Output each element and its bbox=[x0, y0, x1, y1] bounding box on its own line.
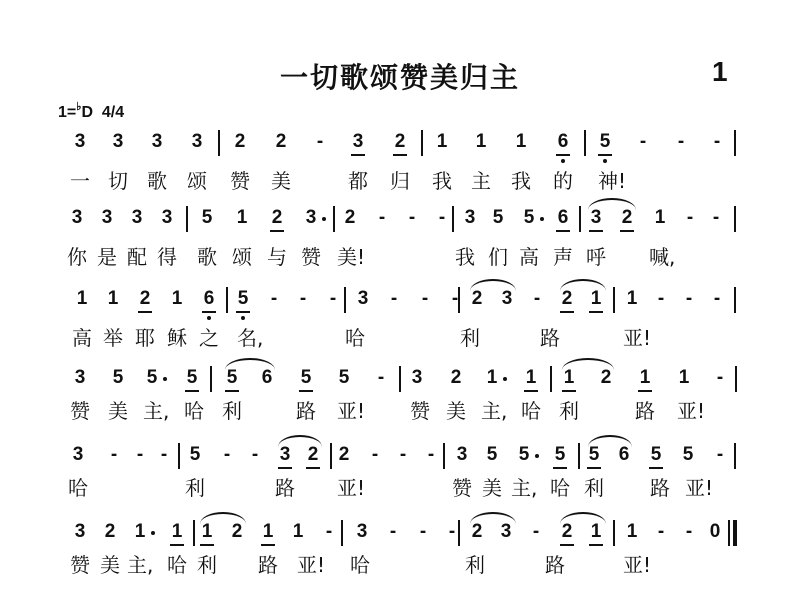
lyric: 高 bbox=[519, 245, 539, 269]
system-6 bbox=[0, 522, 800, 592]
barline bbox=[458, 520, 460, 546]
lyric: 哈 bbox=[350, 553, 370, 577]
note: 1 bbox=[107, 288, 119, 309]
note: - bbox=[686, 207, 694, 228]
barline bbox=[193, 520, 195, 546]
lyric: 切 bbox=[108, 169, 128, 193]
lyric: 哈 bbox=[521, 399, 541, 423]
lyric: 高 bbox=[72, 326, 92, 350]
note: 5 bbox=[521, 208, 537, 228]
lyric: 哈 bbox=[68, 476, 88, 500]
note: 3 bbox=[356, 521, 368, 542]
lyric: 亚! bbox=[623, 326, 652, 350]
note: 5 bbox=[338, 367, 350, 388]
lyric: 呼 bbox=[586, 245, 606, 269]
note: 5 bbox=[184, 368, 200, 388]
barline bbox=[344, 287, 346, 313]
note: 1 bbox=[654, 207, 666, 228]
lyric: 神! bbox=[598, 169, 627, 193]
barline bbox=[452, 206, 454, 232]
note: 5 bbox=[112, 367, 124, 388]
note: - bbox=[316, 131, 324, 152]
note: - bbox=[299, 288, 307, 309]
lyric: 美 bbox=[446, 399, 466, 423]
note: 3 bbox=[350, 132, 366, 152]
lyric: 歌 bbox=[147, 169, 167, 193]
lyric: 亚! bbox=[623, 553, 652, 577]
note: 2 bbox=[619, 208, 635, 228]
barline bbox=[734, 443, 736, 469]
lyric: 路 bbox=[635, 399, 655, 423]
lyric: 哈 bbox=[167, 553, 187, 577]
lyric: 美 bbox=[108, 399, 128, 423]
lyric: 归 bbox=[390, 169, 410, 193]
note: - bbox=[136, 444, 144, 465]
lyric: 你 bbox=[67, 245, 87, 269]
note: 2 bbox=[450, 367, 462, 388]
note: - bbox=[110, 444, 118, 465]
lyric: 美 bbox=[482, 476, 502, 500]
note: - bbox=[377, 367, 385, 388]
lyric: 与 bbox=[267, 245, 287, 269]
note: 2 bbox=[137, 289, 153, 309]
lyric: 利 bbox=[222, 399, 242, 423]
note: 2 bbox=[344, 207, 356, 228]
note: - bbox=[677, 131, 685, 152]
barline bbox=[399, 366, 401, 392]
note: 2 bbox=[104, 521, 116, 542]
note: 2 bbox=[305, 445, 321, 465]
lyric: 赞 bbox=[452, 476, 472, 500]
note: 2 bbox=[269, 208, 285, 228]
lyric: 歌 bbox=[197, 245, 217, 269]
lyric: 主, bbox=[143, 399, 170, 423]
flat-sign: ♭ bbox=[76, 101, 82, 113]
note: 1 bbox=[475, 131, 487, 152]
lyric: 美 bbox=[100, 553, 120, 577]
note: - bbox=[371, 444, 379, 465]
note: 3 bbox=[74, 131, 86, 152]
note: 2 bbox=[471, 521, 483, 542]
time-signature: 4/4 bbox=[101, 104, 125, 121]
lyric: 颂 bbox=[232, 245, 252, 269]
note: 1 bbox=[626, 288, 638, 309]
barline bbox=[458, 287, 460, 313]
lyric: 我 bbox=[432, 169, 452, 193]
note: 1 bbox=[626, 521, 638, 542]
note: - bbox=[389, 521, 397, 542]
note: 5 bbox=[492, 207, 504, 228]
system-2 bbox=[0, 208, 800, 278]
note: 6 bbox=[555, 208, 571, 228]
note: 3 bbox=[588, 208, 604, 228]
lyric: 利 bbox=[559, 399, 579, 423]
note: 5 bbox=[486, 444, 498, 465]
lyric: 名, bbox=[237, 326, 264, 350]
lyric: 稣 bbox=[167, 326, 187, 350]
page-number: 1 bbox=[712, 56, 728, 87]
note: 1 bbox=[515, 131, 527, 152]
note: - bbox=[160, 444, 168, 465]
key-prefix: 1= bbox=[58, 104, 77, 121]
note: - bbox=[399, 444, 407, 465]
system-3 bbox=[0, 289, 800, 359]
note: 5 bbox=[648, 445, 664, 465]
note: - bbox=[419, 521, 427, 542]
system-4 bbox=[0, 368, 800, 438]
note: 2 bbox=[559, 522, 575, 542]
note: 3 bbox=[74, 367, 86, 388]
note: 5 bbox=[516, 445, 532, 465]
note: 3 bbox=[303, 208, 319, 228]
barline bbox=[578, 443, 580, 469]
note: 1 bbox=[169, 522, 185, 542]
note: 3 bbox=[464, 207, 476, 228]
lyric: 路 bbox=[275, 476, 295, 500]
lyric: 一 bbox=[70, 169, 90, 193]
lyric: 主, bbox=[511, 476, 538, 500]
note: 1 bbox=[588, 522, 604, 542]
note: 1 bbox=[132, 522, 148, 542]
lyric: 利 bbox=[460, 326, 480, 350]
lyric: 举 bbox=[103, 326, 123, 350]
barline bbox=[178, 443, 180, 469]
lyric: 我 bbox=[455, 245, 475, 269]
note: - bbox=[251, 444, 259, 465]
note: 1 bbox=[588, 289, 604, 309]
lyric: 哈 bbox=[550, 476, 570, 500]
barline bbox=[613, 287, 615, 313]
note: - bbox=[716, 444, 724, 465]
lyric: 声 bbox=[553, 245, 573, 269]
note: - bbox=[716, 367, 724, 388]
final-barline bbox=[728, 520, 730, 546]
key-name: D bbox=[81, 104, 94, 121]
note: - bbox=[532, 521, 540, 542]
note: - bbox=[657, 288, 665, 309]
note: - bbox=[448, 521, 456, 542]
note: 6 bbox=[555, 132, 571, 152]
note: 1 bbox=[436, 131, 448, 152]
note: 3 bbox=[71, 207, 83, 228]
lyric: 利 bbox=[584, 476, 604, 500]
lyric: 颂 bbox=[187, 169, 207, 193]
barline bbox=[218, 130, 220, 156]
barline bbox=[330, 443, 332, 469]
barline bbox=[734, 206, 736, 232]
note: 6 bbox=[618, 444, 630, 465]
note: 1 bbox=[199, 522, 215, 542]
lyric: 配 bbox=[127, 245, 147, 269]
lyric: 亚! bbox=[677, 399, 706, 423]
lyric: 亚! bbox=[337, 476, 366, 500]
lyric: 美! bbox=[337, 245, 366, 269]
barline bbox=[613, 520, 615, 546]
lyric: 亚! bbox=[685, 476, 714, 500]
note: 3 bbox=[74, 521, 86, 542]
lyric: 路 bbox=[650, 476, 670, 500]
note: - bbox=[427, 444, 435, 465]
barline bbox=[734, 287, 736, 313]
note: - bbox=[685, 288, 693, 309]
note: 3 bbox=[500, 521, 512, 542]
note: 1 bbox=[561, 368, 577, 388]
note: 3 bbox=[151, 131, 163, 152]
note: - bbox=[378, 207, 386, 228]
note: 5 bbox=[144, 368, 160, 388]
lyric: 主, bbox=[481, 399, 508, 423]
barline bbox=[210, 366, 212, 392]
note: - bbox=[639, 131, 647, 152]
note: - bbox=[408, 207, 416, 228]
note: 1 bbox=[292, 521, 304, 542]
lyric: 利 bbox=[197, 553, 217, 577]
note: 2 bbox=[338, 444, 350, 465]
lyric: 亚! bbox=[337, 399, 366, 423]
system-1 bbox=[0, 132, 800, 202]
lyric: 路 bbox=[545, 553, 565, 577]
note: 0 bbox=[709, 521, 721, 542]
lyric: 耶 bbox=[135, 326, 155, 350]
lyric: 美 bbox=[271, 169, 291, 193]
note: 2 bbox=[275, 131, 287, 152]
note: 3 bbox=[72, 444, 84, 465]
song-title: 一切歌颂赞美归主 bbox=[279, 61, 520, 94]
note: 3 bbox=[501, 288, 513, 309]
system-5 bbox=[0, 445, 800, 515]
note: 3 bbox=[357, 288, 369, 309]
lyric: 的 bbox=[553, 169, 573, 193]
note: 3 bbox=[191, 131, 203, 152]
note: 5 bbox=[552, 445, 568, 465]
note: 3 bbox=[456, 444, 468, 465]
lyric: 我 bbox=[511, 169, 531, 193]
note: 2 bbox=[600, 367, 612, 388]
lyric: 哈 bbox=[184, 399, 204, 423]
note: 1 bbox=[76, 288, 88, 309]
lyric: 利 bbox=[185, 476, 205, 500]
lyric: 赞 bbox=[410, 399, 430, 423]
note: 2 bbox=[231, 521, 243, 542]
note: 3 bbox=[101, 207, 113, 228]
note: 6 bbox=[201, 289, 217, 309]
note: 1 bbox=[171, 288, 183, 309]
note: 5 bbox=[597, 132, 613, 152]
note: - bbox=[657, 521, 665, 542]
lyric: 赞 bbox=[301, 245, 321, 269]
barline bbox=[421, 130, 423, 156]
note: - bbox=[685, 521, 693, 542]
barline bbox=[226, 287, 228, 313]
lyric: 哈 bbox=[345, 326, 365, 350]
lyric: 们 bbox=[488, 245, 508, 269]
note: 6 bbox=[261, 367, 273, 388]
note: - bbox=[533, 288, 541, 309]
barline bbox=[550, 366, 552, 392]
note: 3 bbox=[411, 367, 423, 388]
lyric: 喊, bbox=[649, 245, 676, 269]
lyric: 路 bbox=[540, 326, 560, 350]
note: 1 bbox=[260, 522, 276, 542]
note: 1 bbox=[523, 368, 539, 388]
note: 3 bbox=[161, 207, 173, 228]
note: - bbox=[712, 207, 720, 228]
note: - bbox=[329, 288, 337, 309]
note: 1 bbox=[678, 367, 690, 388]
lyric: 是 bbox=[97, 245, 117, 269]
note: 2 bbox=[559, 289, 575, 309]
note: - bbox=[223, 444, 231, 465]
barline bbox=[443, 443, 445, 469]
note: 3 bbox=[277, 445, 293, 465]
note: - bbox=[713, 288, 721, 309]
note: 1 bbox=[637, 368, 653, 388]
note: 5 bbox=[201, 207, 213, 228]
lyric: 都 bbox=[348, 169, 368, 193]
note: 5 bbox=[298, 368, 314, 388]
lyric: 赞 bbox=[230, 169, 250, 193]
note: - bbox=[325, 521, 333, 542]
lyric: 赞 bbox=[70, 399, 90, 423]
note: 5 bbox=[189, 444, 201, 465]
note: 3 bbox=[131, 207, 143, 228]
note: - bbox=[713, 131, 721, 152]
lyric: 赞 bbox=[70, 553, 90, 577]
note: 5 bbox=[682, 444, 694, 465]
note: 2 bbox=[471, 288, 483, 309]
barline bbox=[735, 366, 737, 392]
note: 3 bbox=[112, 131, 124, 152]
note: 5 bbox=[224, 368, 240, 388]
lyric: 亚! bbox=[297, 553, 326, 577]
barline bbox=[734, 130, 736, 156]
note: - bbox=[421, 288, 429, 309]
note: - bbox=[390, 288, 398, 309]
lyric: 得 bbox=[157, 245, 177, 269]
note: 1 bbox=[236, 207, 248, 228]
barline bbox=[584, 130, 586, 156]
lyric: 主, bbox=[127, 553, 154, 577]
lyric: 之 bbox=[199, 326, 219, 350]
note: 2 bbox=[392, 132, 408, 152]
note: - bbox=[451, 288, 459, 309]
note: 5 bbox=[586, 445, 602, 465]
note: 1 bbox=[484, 368, 500, 388]
note: - bbox=[270, 288, 278, 309]
lyric: 利 bbox=[465, 553, 485, 577]
barline bbox=[333, 206, 335, 232]
lyric: 路 bbox=[296, 399, 316, 423]
lyrics-row bbox=[0, 552, 800, 611]
note: 2 bbox=[234, 131, 246, 152]
note: - bbox=[438, 207, 446, 228]
barline bbox=[579, 206, 581, 232]
lyric: 路 bbox=[258, 553, 278, 577]
barline bbox=[186, 206, 188, 232]
barline bbox=[341, 520, 343, 546]
key-signature bbox=[58, 100, 124, 122]
note: 5 bbox=[235, 289, 251, 309]
lyric: 主 bbox=[471, 169, 491, 193]
